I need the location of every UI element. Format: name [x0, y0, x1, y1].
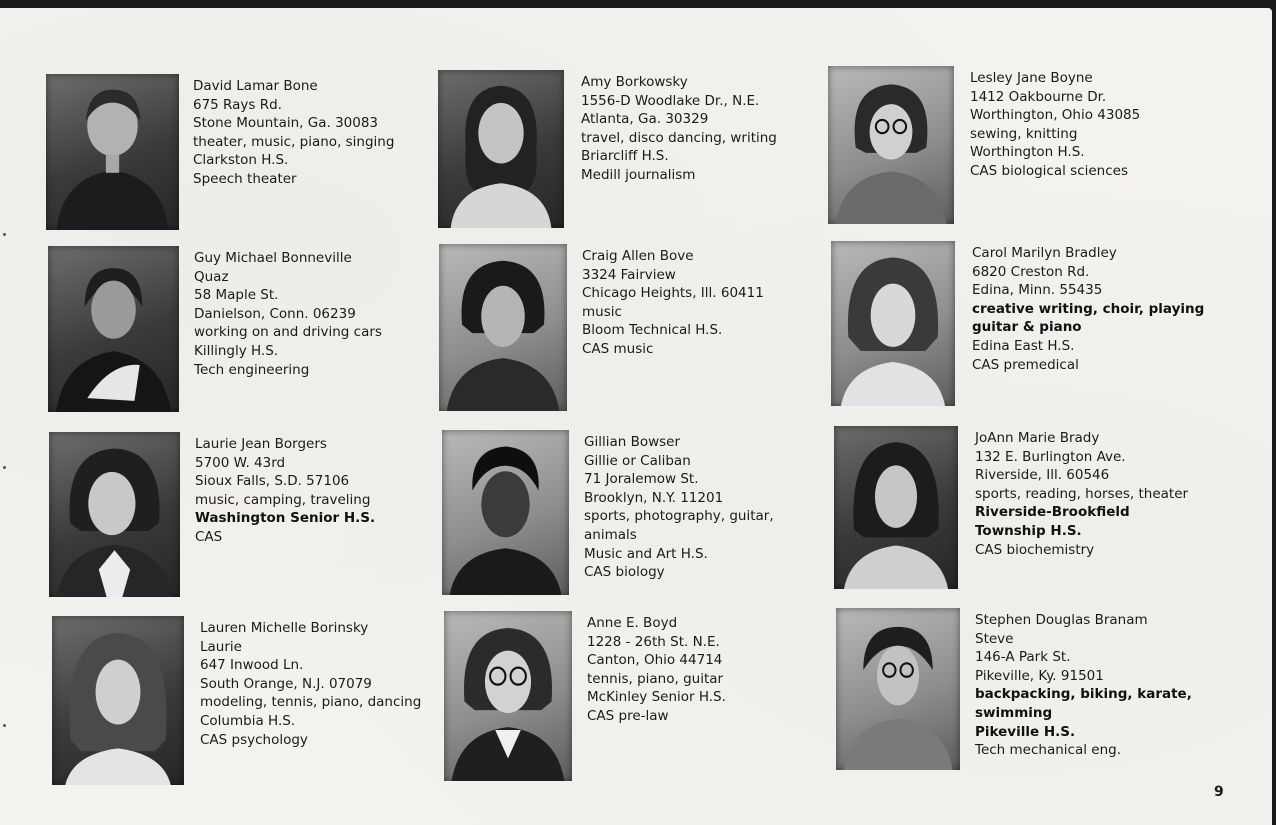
student-detail-line: CAS psychology — [200, 731, 308, 748]
student-name: Carol Marilyn Bradley — [972, 245, 1117, 261]
student-detail-line: Steve — [975, 630, 1014, 647]
student-detail-line: 1556-D Woodlake Dr., N.E. — [581, 92, 760, 109]
student-name: Amy Borkowsky — [581, 74, 688, 90]
student-detail-line: Danielson, Conn. 06239 — [194, 305, 356, 322]
student-detail-line: creative writing, choir, playing — [972, 300, 1205, 317]
student-info — [970, 69, 1140, 181]
student-detail-line: Briarcliff H.S. — [581, 148, 669, 165]
student-detail-line: modeling, tennis, piano, dancing — [200, 694, 422, 711]
student-info — [582, 247, 764, 359]
portrait-silhouette-icon — [52, 616, 184, 785]
student-info — [195, 435, 375, 547]
student-detail-line: Quaz — [194, 268, 229, 285]
student-detail-line: Laurie — [200, 638, 242, 655]
student-detail-line: Tech mechanical eng. — [975, 742, 1122, 759]
student-photo — [439, 244, 567, 411]
student-detail-line: sports, photography, guitar, — [584, 508, 774, 525]
student-name: Guy Michael Bonneville — [194, 250, 352, 266]
student-detail-line: Speech theater — [193, 170, 297, 187]
student-detail-line: CAS biological sciences — [970, 162, 1128, 179]
student-detail-line: theater, music, piano, singing — [193, 133, 395, 150]
student-info — [581, 73, 777, 185]
student-detail-line: travel, disco dancing, writing — [581, 129, 777, 146]
student-info — [587, 614, 726, 726]
student-detail-line: Edina East H.S. — [972, 337, 1075, 354]
student-photo — [46, 74, 179, 230]
student-name: Anne E. Boyd — [587, 615, 678, 631]
student-detail-line: Canton, Ohio 44714 — [587, 652, 723, 669]
student-detail-line: sewing, knitting — [970, 125, 1078, 142]
student-detail-line: Stone Mountain, Ga. 30083 — [193, 115, 379, 132]
student-detail-line: McKinley Senior H.S. — [587, 689, 726, 706]
student-name: Craig Allen Bove — [582, 248, 694, 264]
student-detail-line: Clarkston H.S. — [193, 152, 289, 169]
student-photo — [52, 616, 184, 785]
student-detail-line: Chicago Heights, Ill. 60411 — [582, 285, 764, 302]
student-detail-line: Washington Senior H.S. — [195, 510, 376, 527]
student-name: JoAnn Marie Brady — [975, 430, 1100, 446]
student-info — [975, 611, 1192, 760]
student-detail-line: music, camping, traveling — [195, 491, 371, 508]
student-detail-line: 647 Inwood Ln. — [200, 657, 304, 674]
student-detail-line: Pikeville, Ky. 91501 — [975, 667, 1104, 684]
student-photo — [438, 70, 564, 228]
portrait-silhouette-icon — [828, 66, 954, 224]
portrait-silhouette-icon — [49, 432, 180, 597]
student-detail-line: Riverside-Brookfield — [975, 504, 1130, 521]
student-detail-line: Medill journalism — [581, 166, 696, 183]
student-detail-line: animals — [584, 526, 637, 543]
student-photo — [442, 430, 569, 595]
student-detail-line: 146-A Park St. — [975, 649, 1071, 666]
portrait-silhouette-icon — [831, 241, 955, 406]
student-photo — [49, 432, 180, 597]
student-detail-line: 132 E. Burlington Ave. — [975, 448, 1126, 465]
student-detail-line: 6820 Creston Rd. — [972, 263, 1090, 280]
student-detail-line: CAS — [195, 528, 223, 545]
student-info — [193, 77, 394, 189]
student-detail-line: CAS pre-law — [587, 707, 669, 724]
student-info — [972, 244, 1204, 374]
student-info — [200, 619, 421, 749]
student-name: Gillian Bowser — [584, 434, 681, 450]
student-photo — [828, 66, 954, 224]
student-name: Laurie Jean Borgers — [195, 436, 327, 452]
student-photo — [444, 611, 572, 781]
student-detail-line: Tech engineering — [194, 361, 310, 378]
student-detail-line: guitar & piano — [972, 319, 1082, 336]
portrait-silhouette-icon — [444, 611, 572, 781]
student-photo — [834, 426, 958, 589]
portrait-silhouette-icon — [46, 74, 179, 230]
student-detail-line: CAS biochemistry — [975, 541, 1095, 558]
student-detail-line: 675 Rays Rd. — [193, 96, 282, 113]
student-detail-line: Edina, Minn. 55435 — [972, 282, 1103, 299]
student-detail-line: 71 Joralemow St. — [584, 471, 699, 488]
student-detail-line: CAS music — [582, 340, 654, 357]
student-info — [975, 429, 1188, 559]
student-detail-line: CAS premedical — [972, 356, 1079, 373]
page-number: 9 — [1214, 784, 1224, 800]
student-detail-line: sports, reading, horses, theater — [975, 485, 1189, 502]
student-detail-line: 3324 Fairview — [582, 266, 676, 283]
student-detail-line: Columbia H.S. — [200, 712, 296, 729]
student-detail-line: Sioux Falls, S.D. 57106 — [195, 473, 350, 490]
student-detail-line: tennis, piano, guitar — [587, 670, 724, 687]
student-detail-line: 58 Maple St. — [194, 287, 279, 304]
student-detail-line: Brooklyn, N.Y. 11201 — [584, 489, 724, 506]
student-detail-line: swimming — [975, 704, 1053, 721]
yearbook-page — [0, 8, 1272, 825]
student-info — [194, 249, 382, 379]
portrait-silhouette-icon — [48, 246, 179, 412]
student-detail-line: music — [582, 303, 622, 320]
student-photo — [48, 246, 179, 412]
student-detail-line: CAS biology — [584, 564, 665, 581]
student-detail-line: Killingly H.S. — [194, 342, 279, 359]
binding-hole — [3, 466, 6, 469]
student-detail-line: 5700 W. 43rd — [195, 454, 286, 471]
student-detail-line: Bloom Technical H.S. — [582, 322, 723, 339]
student-detail-line: Gillie or Caliban — [584, 452, 691, 469]
student-name: Lauren Michelle Borinsky — [200, 620, 369, 636]
student-detail-line: working on and driving cars — [194, 324, 382, 341]
student-detail-line: Pikeville H.S. — [975, 723, 1076, 740]
student-detail-line: Worthington H.S. — [970, 144, 1085, 161]
student-detail-line: South Orange, N.J. 07079 — [200, 675, 372, 692]
portrait-silhouette-icon — [438, 70, 564, 228]
student-detail-line: Worthington, Ohio 43085 — [970, 107, 1141, 124]
student-info — [584, 433, 774, 582]
student-name: Lesley Jane Boyne — [970, 70, 1093, 86]
student-detail-line: Music and Art H.S. — [584, 545, 708, 562]
student-detail-line: 1228 - 26th St. N.E. — [587, 633, 720, 650]
student-photo — [836, 608, 960, 770]
student-detail-line: Township H.S. — [975, 522, 1082, 539]
student-detail-line: Atlanta, Ga. 30329 — [581, 111, 709, 128]
portrait-silhouette-icon — [836, 608, 960, 770]
binding-hole — [3, 233, 6, 236]
binding-hole — [3, 724, 6, 727]
portrait-silhouette-icon — [442, 430, 569, 595]
portrait-silhouette-icon — [834, 426, 958, 589]
portrait-silhouette-icon — [439, 244, 567, 411]
student-detail-line: 1412 Oakbourne Dr. — [970, 88, 1107, 105]
student-detail-line: Riverside, Ill. 60546 — [975, 467, 1110, 484]
student-photo — [831, 241, 955, 406]
student-name: David Lamar Bone — [193, 78, 318, 94]
student-name: Stephen Douglas Branam — [975, 612, 1148, 628]
student-detail-line: backpacking, biking, karate, — [975, 686, 1192, 703]
